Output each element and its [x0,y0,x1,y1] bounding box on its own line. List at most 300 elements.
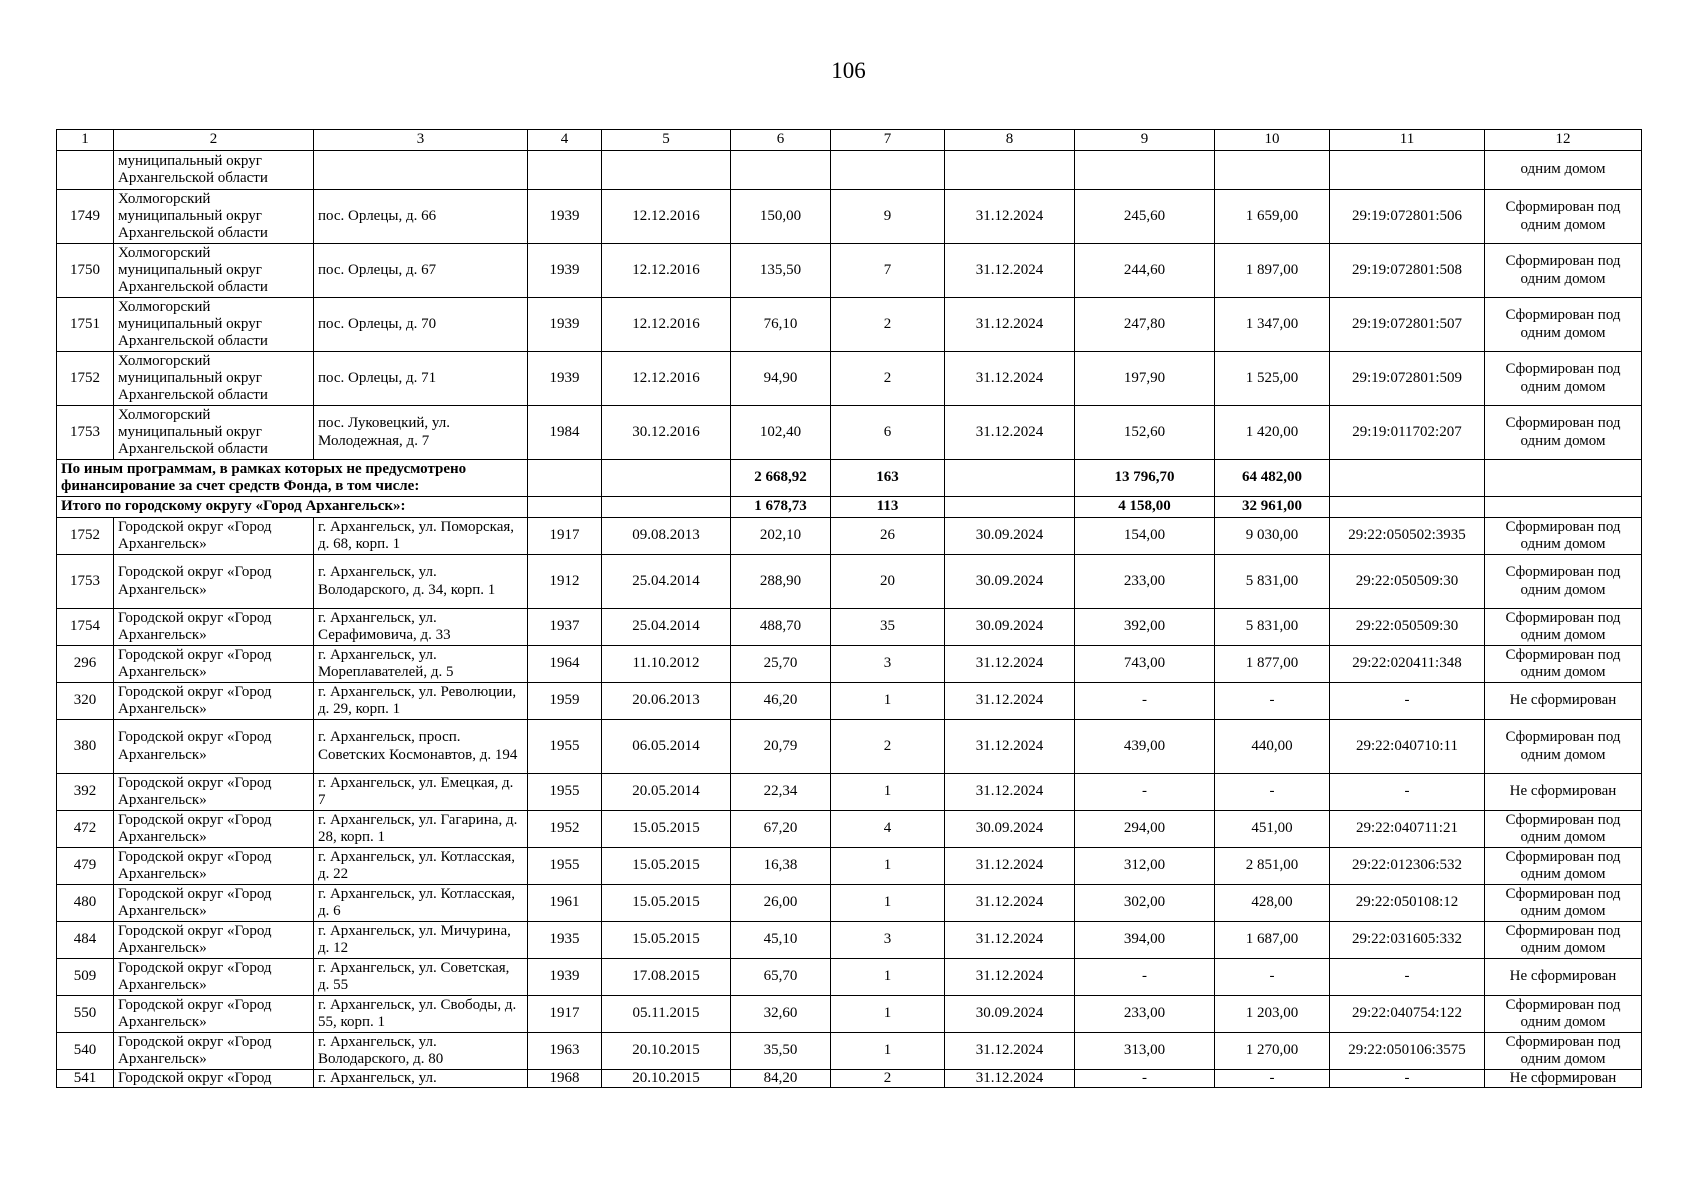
municipality-cell: Городской округ «Город Архангельск» [114,774,314,811]
residents-cell: 6 [831,406,945,460]
total-cell-land-cadastral-value: 64 482,00 [1215,460,1330,497]
row-number-cell: 509 [57,959,114,996]
relocation-deadline-cell: 31.12.2024 [945,406,1075,460]
column-header: 9 [1075,130,1215,151]
address-cell: г. Архангельск, просп. Советских Космонавтов, д. 194 [314,720,528,774]
land-status-cell: Сформирован под одним домом [1485,646,1642,683]
cadastral-number-cell: 29:22:050509:30 [1330,555,1485,609]
residents-cell: 4 [831,811,945,848]
land-cadastral-value-cell: 5 831,00 [1215,609,1330,646]
land-status-cell: Сформирован под одним домом [1485,609,1642,646]
recognition-date-cell: 20.10.2015 [602,1070,731,1088]
total-label: По иным программам, в рамках которых не предусмотрено финансирование за счет средств Фонда, в том числе: [57,460,528,497]
municipality-cell: Городской округ «Город Архангельск» [114,811,314,848]
land-cadastral-value-cell: 440,00 [1215,720,1330,774]
recognition-date-cell: 15.05.2015 [602,922,731,959]
municipality-cell: Городской округ «Город Архангельск» [114,848,314,885]
area-cell: 150,00 [731,190,831,244]
total-cell-relocation-deadline [945,460,1075,497]
recognition-date-cell: 15.05.2015 [602,885,731,922]
total-cell-year-built [528,460,602,497]
year-built-cell: 1959 [528,683,602,720]
recognition-date-cell: 12.12.2016 [602,190,731,244]
total-cell-land-status [1485,460,1642,497]
recognition-date-cell: 05.11.2015 [602,996,731,1033]
land-plot-area-cell: - [1075,683,1215,720]
area-cell: 84,20 [731,1070,831,1088]
land-status-cell: Сформирован под одним домом [1485,518,1642,555]
residents-cell: 1 [831,1033,945,1070]
recognition-date-cell: 12.12.2016 [602,298,731,352]
area-cell: 35,50 [731,1033,831,1070]
row-number-cell: 1752 [57,518,114,555]
land-cadastral-value-cell: - [1215,683,1330,720]
relocation-deadline-cell: 30.09.2024 [945,996,1075,1033]
residents-cell: 20 [831,555,945,609]
row-number-cell [57,151,114,190]
land-cadastral-value-cell: 1 420,00 [1215,406,1330,460]
land-plot-area-cell: 439,00 [1075,720,1215,774]
land-status-cell: Не сформирован [1485,1070,1642,1088]
land-plot-area-cell: 312,00 [1075,848,1215,885]
area-cell: 288,90 [731,555,831,609]
relocation-deadline-cell: 30.09.2024 [945,811,1075,848]
municipality-cell: Холмогорский муниципальный округ Архангельской области [114,406,314,460]
total-label: Итого по городскому округу «Город Архангельск»: [57,497,528,518]
column-header: 8 [945,130,1075,151]
address-cell: г. Архангельск, ул. Володарского, д. 34, корп. 1 [314,555,528,609]
residents-cell: 2 [831,352,945,406]
recognition-date-cell: 20.05.2014 [602,774,731,811]
table-row [57,959,1642,996]
land-plot-area-cell: 302,00 [1075,885,1215,922]
municipality-cell: Городской округ «Город Архангельск» [114,518,314,555]
land-status-cell: Сформирован под одним домом [1485,720,1642,774]
area-cell: 65,70 [731,959,831,996]
recognition-date-cell: 17.08.2015 [602,959,731,996]
column-header: 2 [114,130,314,151]
land-plot-area-cell: 743,00 [1075,646,1215,683]
total-row [57,497,1642,518]
land-plot-area-cell [1075,151,1215,190]
year-built-cell: 1939 [528,298,602,352]
area-cell: 488,70 [731,609,831,646]
municipality-cell: муниципальный округ Архангельской области [114,151,314,190]
address-cell: пос. Орлецы, д. 66 [314,190,528,244]
table-row [57,555,1642,609]
area-cell: 102,40 [731,406,831,460]
address-cell: г. Архангельск, ул. Мореплавателей, д. 5 [314,646,528,683]
relocation-deadline-cell: 31.12.2024 [945,352,1075,406]
area-cell: 26,00 [731,885,831,922]
residents-cell: 3 [831,922,945,959]
total-cell-cadastral-number [1330,497,1485,518]
land-cadastral-value-cell: 1 659,00 [1215,190,1330,244]
residents-cell: 3 [831,646,945,683]
land-plot-area-cell: 233,00 [1075,996,1215,1033]
municipality-cell: Городской округ «Город Архангельск» [114,646,314,683]
page-number: 106 [831,58,866,83]
cadastral-number-cell: - [1330,959,1485,996]
address-cell: г. Архангельск, ул. Поморская, д. 68, корп. 1 [314,518,528,555]
table-row [57,922,1642,959]
row-number-cell: 1753 [57,406,114,460]
land-plot-area-cell: 245,60 [1075,190,1215,244]
land-cadastral-value-cell: 5 831,00 [1215,555,1330,609]
table-row [57,1033,1642,1070]
land-cadastral-value-cell: 1 897,00 [1215,244,1330,298]
table-row [57,683,1642,720]
table-row [57,811,1642,848]
relocation-deadline-cell: 30.09.2024 [945,555,1075,609]
area-cell [731,151,831,190]
land-plot-area-cell: - [1075,774,1215,811]
residents-cell: 26 [831,518,945,555]
residents-cell: 2 [831,720,945,774]
year-built-cell: 1935 [528,922,602,959]
land-status-cell: Сформирован под одним домом [1485,996,1642,1033]
total-row [57,460,1642,497]
relocation-deadline-cell: 31.12.2024 [945,922,1075,959]
table-row [57,720,1642,774]
row-number-cell: 296 [57,646,114,683]
total-cell-recognition-date [602,460,731,497]
municipality-cell: Городской округ «Город Архангельск» [114,1033,314,1070]
table-row [57,885,1642,922]
residents-cell: 1 [831,996,945,1033]
cadastral-number-cell: 29:19:072801:509 [1330,352,1485,406]
land-status-cell: Сформирован под одним домом [1485,352,1642,406]
land-cadastral-value-cell: 1 270,00 [1215,1033,1330,1070]
column-header: 11 [1330,130,1485,151]
land-plot-area-cell: 197,90 [1075,352,1215,406]
municipality-cell: Городской округ «Город Архангельск» [114,922,314,959]
municipality-cell: Холмогорский муниципальный округ Архангельской области [114,352,314,406]
year-built-cell [528,151,602,190]
municipality-cell: Городской округ «Город Архангельск» [114,555,314,609]
address-cell: г. Архангельск, ул. [314,1070,528,1088]
row-number-cell: 1753 [57,555,114,609]
land-status-cell: Сформирован под одним домом [1485,848,1642,885]
municipality-cell: Городской округ «Город Архангельск» [114,683,314,720]
residents-cell: 7 [831,244,945,298]
recognition-date-cell: 30.12.2016 [602,406,731,460]
cadastral-number-cell: 29:22:050108:12 [1330,885,1485,922]
year-built-cell: 1917 [528,518,602,555]
table-row [57,298,1642,352]
total-cell-land-status [1485,497,1642,518]
area-cell: 135,50 [731,244,831,298]
land-cadastral-value-cell: 1 347,00 [1215,298,1330,352]
total-cell-year-built [528,497,602,518]
land-cadastral-value-cell: 1 203,00 [1215,996,1330,1033]
municipality-cell: Холмогорский муниципальный округ Архангельской области [114,244,314,298]
land-plot-area-cell: - [1075,1070,1215,1088]
land-cadastral-value-cell: 2 851,00 [1215,848,1330,885]
table-row [57,848,1642,885]
residents-cell: 1 [831,848,945,885]
land-status-cell: Сформирован под одним домом [1485,406,1642,460]
residents-cell: 1 [831,774,945,811]
row-number-cell: 1751 [57,298,114,352]
recognition-date-cell: 12.12.2016 [602,352,731,406]
cadastral-number-cell: 29:22:040754:122 [1330,996,1485,1033]
relocation-deadline-cell: 31.12.2024 [945,683,1075,720]
row-number-cell: 380 [57,720,114,774]
area-cell: 25,70 [731,646,831,683]
address-cell: пос. Луковецкий, ул. Молодежная, д. 7 [314,406,528,460]
table-row [57,1070,1642,1088]
land-cadastral-value-cell: 1 877,00 [1215,646,1330,683]
address-cell: г. Архангельск, ул. Володарского, д. 80 [314,1033,528,1070]
year-built-cell: 1939 [528,190,602,244]
total-cell-land-cadastral-value: 32 961,00 [1215,497,1330,518]
address-cell: пос. Орлецы, д. 71 [314,352,528,406]
row-number-cell: 479 [57,848,114,885]
land-cadastral-value-cell: 451,00 [1215,811,1330,848]
relocation-deadline-cell [945,151,1075,190]
land-status-cell: Не сформирован [1485,683,1642,720]
table-row [57,406,1642,460]
address-cell: г. Архангельск, ул. Гагарина, д. 28, корп. 1 [314,811,528,848]
table-row [57,609,1642,646]
table-row [57,996,1642,1033]
residents-cell: 1 [831,885,945,922]
recognition-date-cell: 09.08.2013 [602,518,731,555]
recognition-date-cell: 15.05.2015 [602,848,731,885]
row-number-cell: 484 [57,922,114,959]
relocation-deadline-cell: 31.12.2024 [945,190,1075,244]
total-cell-land-plot-area: 4 158,00 [1075,497,1215,518]
year-built-cell: 1912 [528,555,602,609]
year-built-cell: 1964 [528,646,602,683]
table-row [57,518,1642,555]
address-cell: г. Архангельск, ул. Котласская, д. 6 [314,885,528,922]
address-cell: пос. Орлецы, д. 70 [314,298,528,352]
area-cell: 76,10 [731,298,831,352]
column-header: 12 [1485,130,1642,151]
relocation-deadline-cell: 31.12.2024 [945,848,1075,885]
column-header: 3 [314,130,528,151]
column-header: 4 [528,130,602,151]
land-cadastral-value-cell: 1 525,00 [1215,352,1330,406]
cadastral-number-cell: 29:22:040710:11 [1330,720,1485,774]
residents-cell [831,151,945,190]
cadastral-number-cell: 29:22:012306:532 [1330,848,1485,885]
relocation-deadline-cell: 30.09.2024 [945,518,1075,555]
residents-cell: 2 [831,298,945,352]
land-cadastral-value-cell: 1 687,00 [1215,922,1330,959]
cadastral-number-cell: 29:22:050502:3935 [1330,518,1485,555]
address-cell: пос. Орлецы, д. 67 [314,244,528,298]
land-plot-area-cell: 233,00 [1075,555,1215,609]
land-status-cell: Сформирован под одним домом [1485,811,1642,848]
recognition-date-cell: 12.12.2016 [602,244,731,298]
cadastral-number-cell: 29:22:020411:348 [1330,646,1485,683]
cadastral-number-cell [1330,151,1485,190]
year-built-cell: 1963 [528,1033,602,1070]
relocation-deadline-cell: 31.12.2024 [945,646,1075,683]
column-header: 10 [1215,130,1330,151]
cadastral-number-cell: 29:19:072801:508 [1330,244,1485,298]
year-built-cell: 1961 [528,885,602,922]
land-plot-area-cell: 294,00 [1075,811,1215,848]
year-built-cell: 1917 [528,996,602,1033]
total-cell-land-plot-area: 13 796,70 [1075,460,1215,497]
land-cadastral-value-cell [1215,151,1330,190]
column-header: 5 [602,130,731,151]
land-plot-area-cell: 152,60 [1075,406,1215,460]
area-cell: 16,38 [731,848,831,885]
relocation-deadline-cell: 31.12.2024 [945,1070,1075,1088]
land-status-cell: Сформирован под одним домом [1485,190,1642,244]
address-cell: г. Архангельск, ул. Емецкая, д. 7 [314,774,528,811]
land-cadastral-value-cell: 9 030,00 [1215,518,1330,555]
total-cell-residents: 163 [831,460,945,497]
land-plot-area-cell: 154,00 [1075,518,1215,555]
municipality-cell: Городской округ «Город Архангельск» [114,609,314,646]
land-plot-area-cell: 244,60 [1075,244,1215,298]
row-number-cell: 480 [57,885,114,922]
land-status-cell: одним домом [1485,151,1642,190]
year-built-cell: 1968 [528,1070,602,1088]
residents-cell: 1 [831,959,945,996]
cadastral-number-cell: 29:19:072801:507 [1330,298,1485,352]
land-status-cell: Сформирован под одним домом [1485,1033,1642,1070]
residents-cell: 1 [831,683,945,720]
land-status-cell: Сформирован под одним домом [1485,885,1642,922]
recognition-date-cell: 15.05.2015 [602,811,731,848]
table-row [57,151,1642,190]
cadastral-number-cell: - [1330,1070,1485,1088]
row-number-cell: 1749 [57,190,114,244]
land-status-cell: Сформирован под одним домом [1485,298,1642,352]
relocation-deadline-cell: 31.12.2024 [945,298,1075,352]
row-number-cell: 1754 [57,609,114,646]
row-number-cell: 1752 [57,352,114,406]
year-built-cell: 1939 [528,244,602,298]
year-built-cell: 1984 [528,406,602,460]
recognition-date-cell: 25.04.2014 [602,609,731,646]
area-cell: 22,34 [731,774,831,811]
land-cadastral-value-cell: 428,00 [1215,885,1330,922]
municipality-cell: Городской округ «Город [114,1070,314,1088]
row-number-cell: 540 [57,1033,114,1070]
area-cell: 67,20 [731,811,831,848]
recognition-date-cell [602,151,731,190]
address-cell: г. Архангельск, ул. Советская, д. 55 [314,959,528,996]
residents-cell: 9 [831,190,945,244]
year-built-cell: 1955 [528,720,602,774]
municipality-cell: Холмогорский муниципальный округ Архангельской области [114,298,314,352]
relocation-deadline-cell: 31.12.2024 [945,720,1075,774]
cadastral-number-cell: - [1330,683,1485,720]
total-cell-relocation-deadline [945,497,1075,518]
row-number-cell: 320 [57,683,114,720]
table-row [57,244,1642,298]
address-cell: г. Архангельск, ул. Мичурина, д. 12 [314,922,528,959]
cadastral-number-cell: 29:19:011702:207 [1330,406,1485,460]
recognition-date-cell: 20.06.2013 [602,683,731,720]
area-cell: 20,79 [731,720,831,774]
row-number-cell: 472 [57,811,114,848]
municipality-cell: Городской округ «Город Архангельск» [114,959,314,996]
residents-cell: 2 [831,1070,945,1088]
column-number-row [57,130,1642,151]
year-built-cell: 1955 [528,848,602,885]
table-row [57,774,1642,811]
column-header: 6 [731,130,831,151]
area-cell: 94,90 [731,352,831,406]
municipality-cell: Городской округ «Город Архангельск» [114,720,314,774]
land-plot-area-cell: - [1075,959,1215,996]
area-cell: 46,20 [731,683,831,720]
address-cell: г. Архангельск, ул. Свободы, д. 55, корп. 1 [314,996,528,1033]
cadastral-number-cell: 29:22:050509:30 [1330,609,1485,646]
municipality-cell: Холмогорский муниципальный округ Архангельской области [114,190,314,244]
relocation-deadline-cell: 31.12.2024 [945,774,1075,811]
relocation-deadline-cell: 31.12.2024 [945,244,1075,298]
area-cell: 32,60 [731,996,831,1033]
land-status-cell: Не сформирован [1485,774,1642,811]
column-header: 7 [831,130,945,151]
year-built-cell: 1952 [528,811,602,848]
area-cell: 202,10 [731,518,831,555]
address-cell: г. Архангельск, ул. Котласская, д. 22 [314,848,528,885]
recognition-date-cell: 20.10.2015 [602,1033,731,1070]
address-cell: г. Архангельск, ул. Серафимовича, д. 33 [314,609,528,646]
land-plot-area-cell: 313,00 [1075,1033,1215,1070]
land-cadastral-value-cell: - [1215,1070,1330,1088]
table-row [57,190,1642,244]
area-cell: 45,10 [731,922,831,959]
land-cadastral-value-cell: - [1215,959,1330,996]
relocation-deadline-cell: 31.12.2024 [945,959,1075,996]
total-cell-recognition-date [602,497,731,518]
year-built-cell: 1939 [528,352,602,406]
recognition-date-cell: 11.10.2012 [602,646,731,683]
row-number-cell: 550 [57,996,114,1033]
total-cell-residents: 113 [831,497,945,518]
column-header: 1 [57,130,114,151]
cadastral-number-cell: 29:19:072801:506 [1330,190,1485,244]
land-status-cell: Сформирован под одним домом [1485,922,1642,959]
relocation-deadline-cell: 31.12.2024 [945,1033,1075,1070]
recognition-date-cell: 06.05.2014 [602,720,731,774]
land-plot-area-cell: 392,00 [1075,609,1215,646]
total-cell-cadastral-number [1330,460,1485,497]
land-status-cell: Не сформирован [1485,959,1642,996]
cadastral-number-cell: 29:22:040711:21 [1330,811,1485,848]
land-status-cell: Сформирован под одним домом [1485,555,1642,609]
cadastral-number-cell: 29:22:050106:3575 [1330,1033,1485,1070]
table-row [57,646,1642,683]
cadastral-number-cell: - [1330,774,1485,811]
recognition-date-cell: 25.04.2014 [602,555,731,609]
address-cell: г. Архангельск, ул. Революции, д. 29, корп. 1 [314,683,528,720]
row-number-cell: 1750 [57,244,114,298]
year-built-cell: 1937 [528,609,602,646]
year-built-cell: 1939 [528,959,602,996]
municipality-cell: Городской округ «Город Архангельск» [114,996,314,1033]
row-number-cell: 392 [57,774,114,811]
land-plot-area-cell: 247,80 [1075,298,1215,352]
year-built-cell: 1955 [528,774,602,811]
total-cell-area: 1 678,73 [731,497,831,518]
row-number-cell: 541 [57,1070,114,1088]
residents-cell: 35 [831,609,945,646]
municipality-cell: Городской округ «Город Архангельск» [114,885,314,922]
